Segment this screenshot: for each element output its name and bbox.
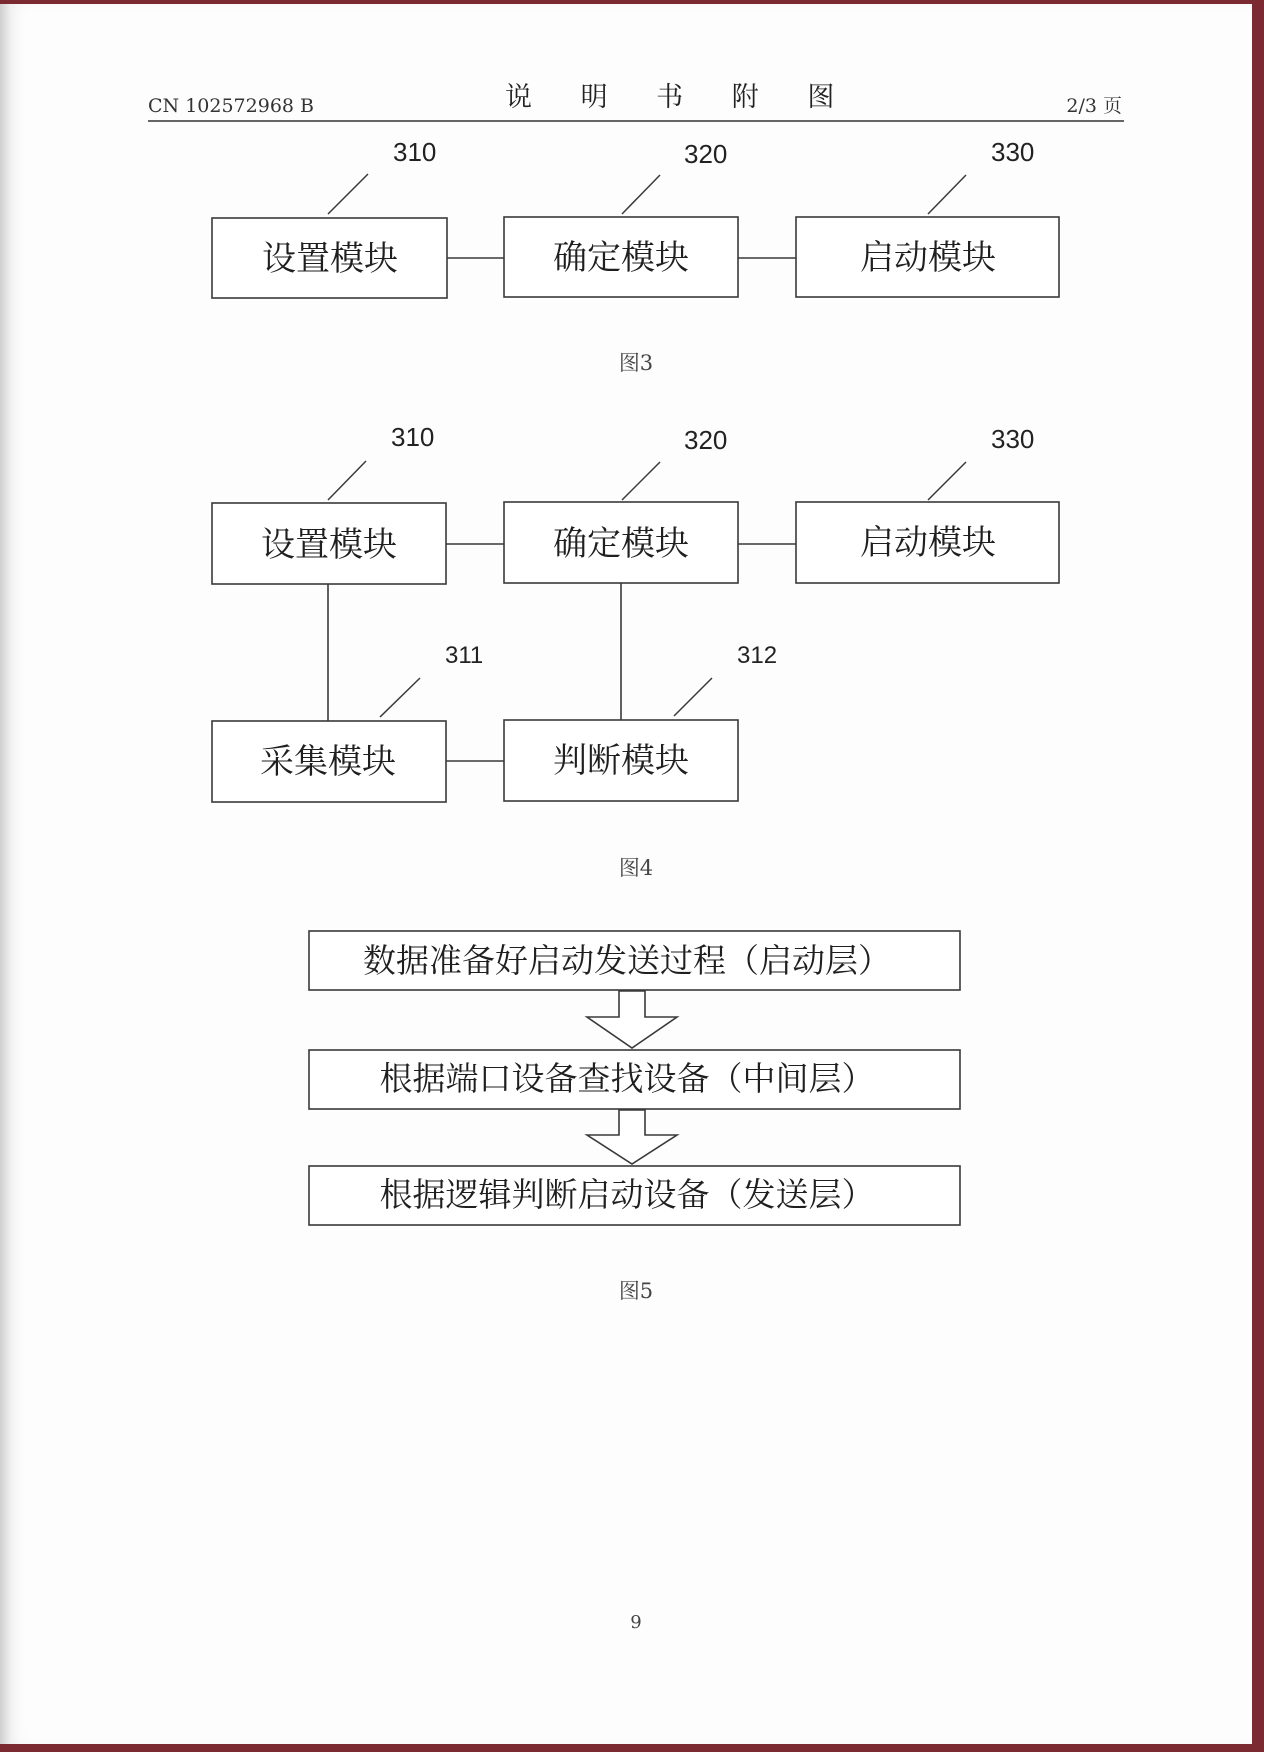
module-label-determine: 确定模块	[553, 524, 689, 564]
page-indicator: 2/3 页	[1066, 95, 1122, 117]
leader-line-310	[328, 461, 366, 500]
module-label-start: 启动模块	[860, 523, 996, 563]
ref-number-311: 311	[445, 642, 484, 669]
ref-number-310: 310	[391, 422, 435, 452]
page-number: 9	[630, 1612, 642, 1633]
leader-line-320	[622, 462, 660, 500]
down-arrow-icon	[587, 991, 677, 1048]
module-label-setting: 设置模块	[262, 239, 398, 279]
figure-5	[309, 931, 960, 1303]
ref-number-310: 310	[393, 137, 437, 167]
flow-step-2-label: 根据端口设备查找设备（中间层）	[379, 1059, 875, 1098]
module-label-judge: 判断模块	[553, 741, 689, 781]
down-arrow-icon	[587, 1110, 677, 1164]
leader-line-330	[928, 175, 966, 214]
ref-number-330: 330	[991, 137, 1035, 167]
flow-step-1-label: 数据准备好启动发送过程（启动层）	[363, 941, 891, 980]
module-label-determine: 确定模块	[553, 238, 689, 278]
sheet-title: 说 明 书 附 图	[505, 82, 855, 113]
module-label-setting: 设置模块	[261, 525, 397, 565]
ref-number-330: 330	[991, 424, 1035, 454]
figure-4	[212, 422, 1059, 880]
leader-line-312	[674, 678, 712, 716]
ref-number-312: 312	[737, 642, 778, 669]
ref-number-320: 320	[684, 139, 728, 169]
patent-number: CN 102572968 B	[148, 95, 314, 117]
figure-4-caption: 图4	[618, 856, 654, 880]
leader-line-320	[622, 175, 660, 214]
figure-5-caption: 图5	[618, 1279, 654, 1303]
flow-step-3-label: 根据逻辑判断启动设备（发送层）	[379, 1175, 875, 1214]
leader-line-330	[928, 462, 966, 500]
module-label-start: 启动模块	[860, 238, 996, 278]
leader-line-311	[380, 678, 420, 717]
figure-3	[212, 137, 1059, 375]
module-label-collect: 采集模块	[260, 742, 396, 782]
figure-3-caption: 图3	[618, 351, 654, 375]
leader-line-310	[328, 174, 368, 214]
ref-number-320: 320	[684, 425, 728, 455]
